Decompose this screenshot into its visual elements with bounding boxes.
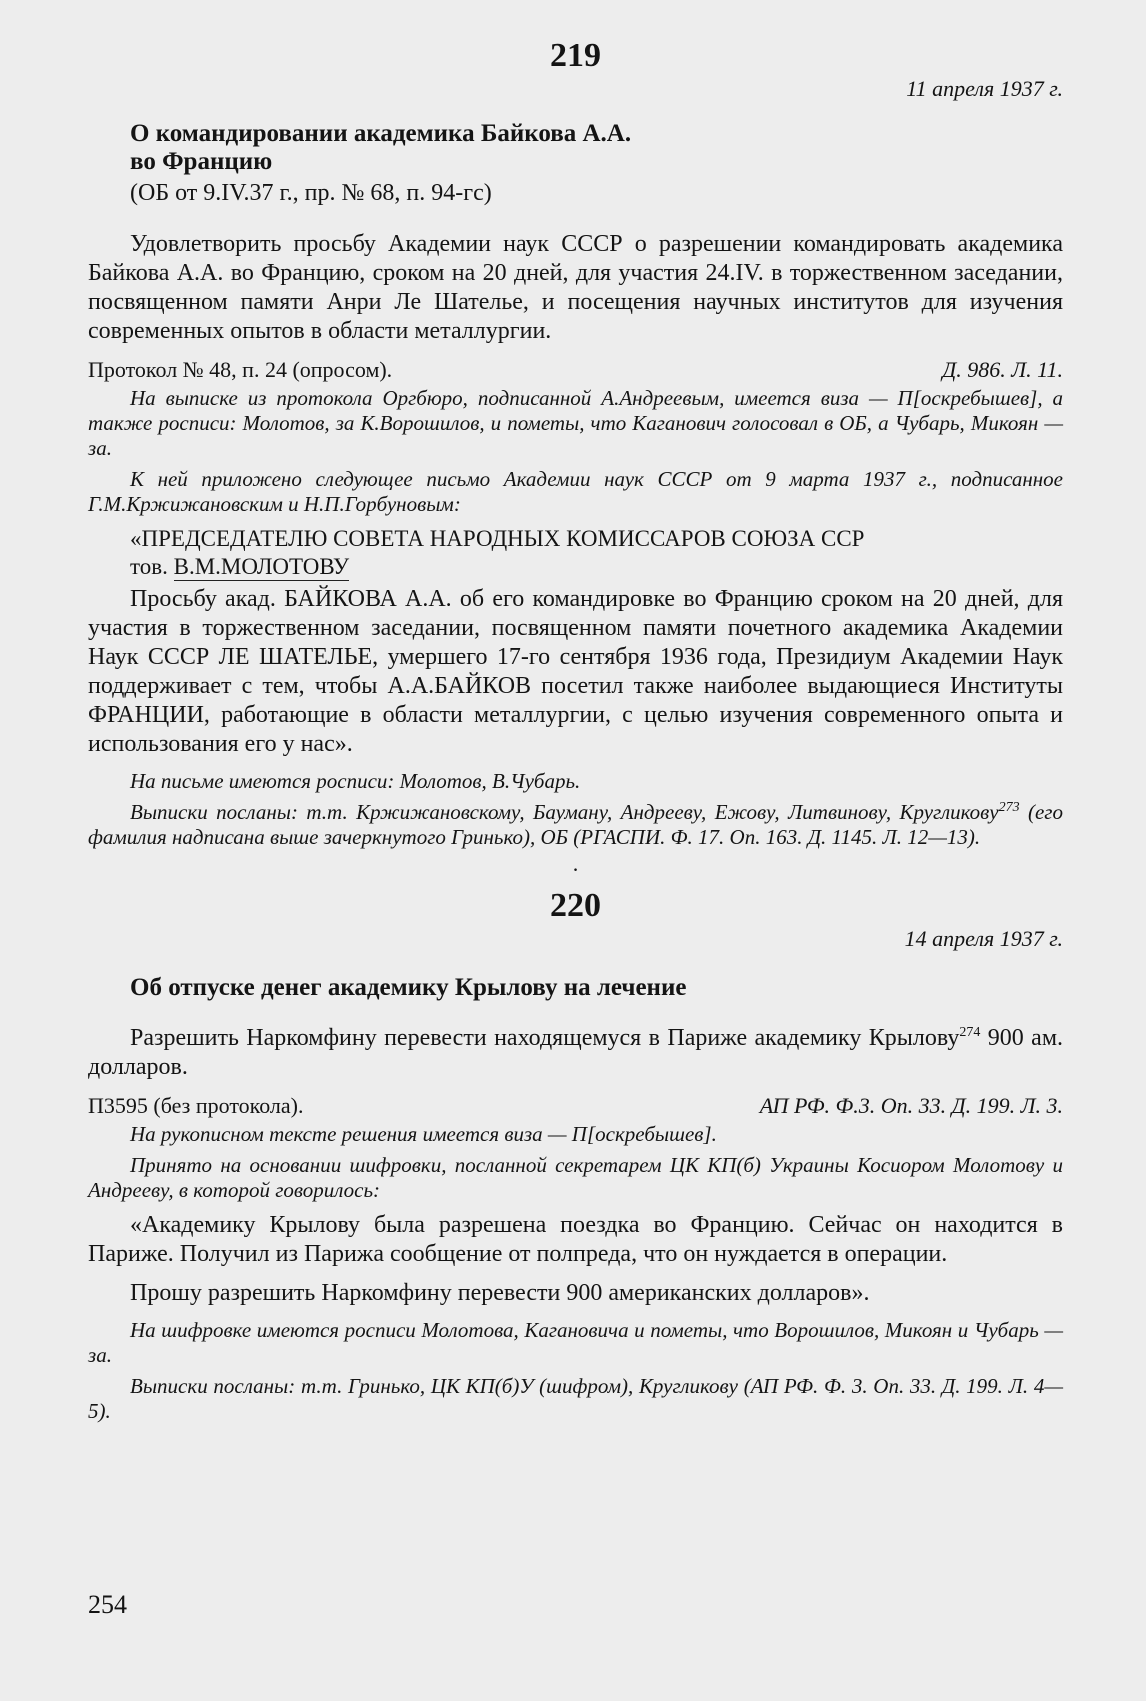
quote-paragraph: «Академику Крылову была разрешена поездка во Францию. Сейчас он находится в Париже. Получил из Парижа сообщение от полпреда, что он нуждается в операции. [88, 1212, 1063, 1267]
page-content [88, 36, 1063, 1430]
letter-body: Просьбу акад. БАЙКОВА А.А. об его командировке во Францию сроком на 20 дней, для участия в торжественном заседании, посвященном памяти почетного академика Академии Наук СССР ЛЕ ШАТЕЛЬЕ, умершего 17-го сентября 1936 года, Президиум Академии Наук поддерживает с тем, чтобы А.А.БАЙКОВ посетил также наиболее выдающиеся Институты ФРАНЦИИ, работающие в области металлургии, с целью изучения современного опыта и использования его у нас». [88, 586, 1063, 757]
footnote-marker: 274 [959, 1025, 981, 1040]
note-paragraph: Выписки посланы: т.т. Гринько, ЦК КП(б)У (шифром), Кругликову (АП РФ. Ф. 3. Оп. 33. Д. 199. Л. 4—5). [88, 1374, 1063, 1423]
protocol-reference [88, 1092, 1063, 1120]
footnote-marker: 273 [998, 800, 1020, 815]
page-number: 254 [88, 1590, 127, 1619]
note-paragraph [88, 800, 1063, 850]
note-paragraph: К ней приложено следующее письмо Академии наук СССР от 9 марта 1937 г., подписанное Г.М.Кржижановским и Н.П.Горбуновым: [88, 467, 1063, 516]
decision-text: Удовлетворить просьбу Академии наук СССР о разрешении командировать академика Байкова А.А. во Францию, сроком на 20 дней, для участия 24.IV. в торжественном заседании, посвященном памяти Анри Ле Шателье, и посещения научных институтов для изучения современных опытов в области металлургии. [88, 231, 1063, 344]
title-line-2: во Францию [130, 148, 273, 175]
addressee-prefix: тов. [130, 554, 168, 579]
letter-addressee-name [130, 553, 1063, 581]
decision-text [88, 1024, 1063, 1082]
document-title: Об отпуске денег академику Крылову на лечение [130, 974, 687, 1001]
document-number: 219 [550, 37, 601, 74]
quote-paragraph: Прошу разрешить Наркомфину перевести 900 американских долларов». [130, 1280, 870, 1306]
note-paragraph: На выписке из протокола Оргбюро, подписанной А.Андреевым, имеется виза — П[оскребышев], а также росписи: Молотов, за К.Ворошилов, и пометы, что Каганович голосовал в ОБ, а Чубарь, Микоян — за. [88, 386, 1063, 460]
document-219 [88, 36, 1063, 850]
decision-text-part: 900 ам. долларов. [88, 1025, 1064, 1080]
note-text: (его фамилия надписана выше зачеркнутого Гринько), ОБ (РГАСПИ. Ф. 17. Оп. 163. Д. 1145. Л. 12—13). [88, 800, 1063, 849]
archive-reference: Д. 986. Л. 11. [942, 357, 1063, 382]
document-220 [88, 886, 1063, 1424]
note-text: Выписки посланы: т.т. Кржижановскому, Бауману, Андрееву, Ежову, Литвинову, Кругликову [130, 800, 999, 824]
letter-addressee: «ПРЕДСЕДАТЕЛЮ СОВЕТА НАРОДНЫХ КОМИССАРОВ СОЮЗА ССР [130, 526, 865, 551]
document-title [130, 120, 830, 176]
section-divider: · [571, 857, 580, 882]
protocol-text: Протокол № 48, п. 24 (опросом). [88, 357, 393, 382]
note-paragraph: На рукописном тексте решения имеется виза — П[оскребышев]. [130, 1122, 717, 1146]
title-line-1: О командировании академика Байкова А.А. [130, 120, 632, 147]
archive-reference: АП РФ. Ф.3. Оп. 33. Д. 199. Л. 3. [759, 1093, 1063, 1118]
note-paragraph: На письме имеются росписи: Молотов, В.Чубарь. [130, 769, 581, 793]
note-paragraph: На шифровке имеются росписи Молотова, Кагановича и пометы, что Ворошилов, Микоян и Чубарь — за. [88, 1318, 1063, 1367]
document-number: 220 [550, 887, 601, 924]
decision-text-part: Разрешить Наркомфину перевести находящемуся в Париже академику Крылову [130, 1025, 960, 1051]
document-date: 14 апреля 1937 г. [904, 926, 1063, 951]
note-paragraph: Принято на основании шифровки, посланной секретарем ЦК КП(б) Украины Косиором Молотову и Андрееву, в которой говорилось: [88, 1153, 1063, 1202]
protocol-text: П3595 (без протокола). [88, 1093, 304, 1118]
protocol-reference [88, 356, 1063, 384]
document-date: 11 апреля 1937 г. [906, 76, 1063, 101]
document-subtitle: (ОБ от 9.IV.37 г., пр. № 68, п. 94-гс) [130, 180, 492, 206]
addressee-name: В.М.МОЛОТОВУ [173, 554, 350, 579]
